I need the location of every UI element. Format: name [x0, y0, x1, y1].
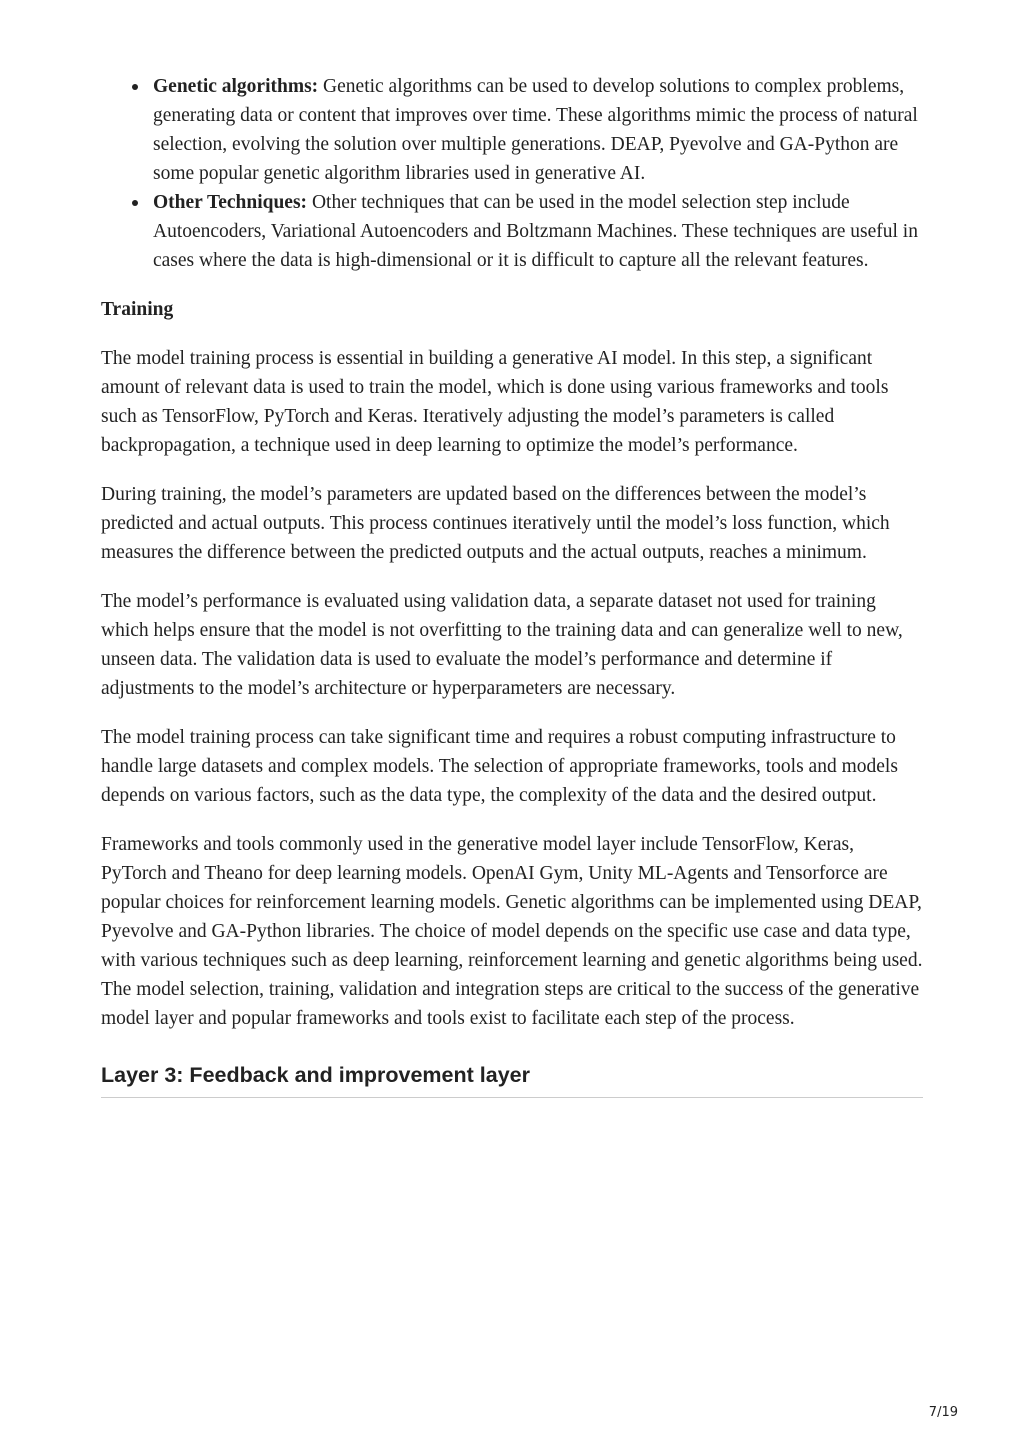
technique-list [101, 72, 923, 275]
page-number: 7/19 [928, 1405, 958, 1420]
paragraph: The model training process is essential in building a generative AI model. In this step, a significant amount of relevant data is used to train the model, which is done using various frameworks and tools such as TensorFlow, PyTorch and Keras. Iteratively adjusting the model’s parameters is called backpropagation, a technique used in deep learning to optimize the model’s performance. [101, 348, 889, 456]
paragraph: During training, the model’s parameters are updated based on the differences between the model’s predicted and actual outputs. This process continues iteratively until the model’s loss function, which measures the difference between the predicted outputs and the actual outputs, reaches a minimum. [101, 484, 890, 563]
paragraph: The model training process can take significant time and requires a robust computing infrastructure to handle large datasets and complex models. The selection of appropriate frameworks, tools and models depends on various factors, such as the data type, the complexity of the data and the desired output. [101, 727, 898, 806]
bullet-lead: Genetic algorithms: [153, 76, 319, 97]
list-item [153, 72, 923, 188]
bullet-icon [132, 84, 138, 90]
layer-heading: Layer 3: Feedback and improvement layer [101, 1061, 923, 1098]
bullet-icon [132, 200, 138, 206]
paragraph: Frameworks and tools commonly used in the generative model layer include TensorFlow, Keras, PyTorch and Theano for deep learning models. OpenAI Gym, Unity ML-Agents and Tensorforce are popular choices for reinforcement learning models. Genetic algorithms can be implemented using DEAP, Pyevolve and GA-Python libraries. The choice of model depends on the specific use case and data type, with various techniques such as deep learning, reinforcement learning and genetic algorithms being used. The model selection, training, validation and integration steps are critical to the success of the generative model layer and popular frameworks and tools exist to facilitate each step of the process. [101, 834, 923, 1029]
bullet-text: Other techniques that can be used in the model selection step include Autoencoders, Variational Autoencoders and Boltzmann Machines. These techniques are useful in cases where the data is high-dimensional or it is difficult to capture all the relevant features. [153, 192, 918, 271]
list-item [153, 188, 923, 275]
document-page [101, 72, 923, 1098]
bullet-lead: Other Techniques: [153, 192, 308, 213]
bullet-text: Genetic algorithms can be used to develop solutions to complex problems, generating data or content that improves over time. These algorithms mimic the process of natural selection, evolving the solution over multiple generations. DEAP, Pyevolve and GA-Python are some popular genetic algorithm libraries used in generative AI. [153, 76, 918, 184]
paragraph: The model’s performance is evaluated using validation data, a separate dataset not used for training which helps ensure that the model is not overfitting to the training data and can generalize well to new, unseen data. The validation data is used to evaluate the model’s performance and determine if adjustments to the model’s architecture or hyperparameters are necessary. [101, 591, 903, 699]
training-heading: Training [101, 299, 174, 320]
